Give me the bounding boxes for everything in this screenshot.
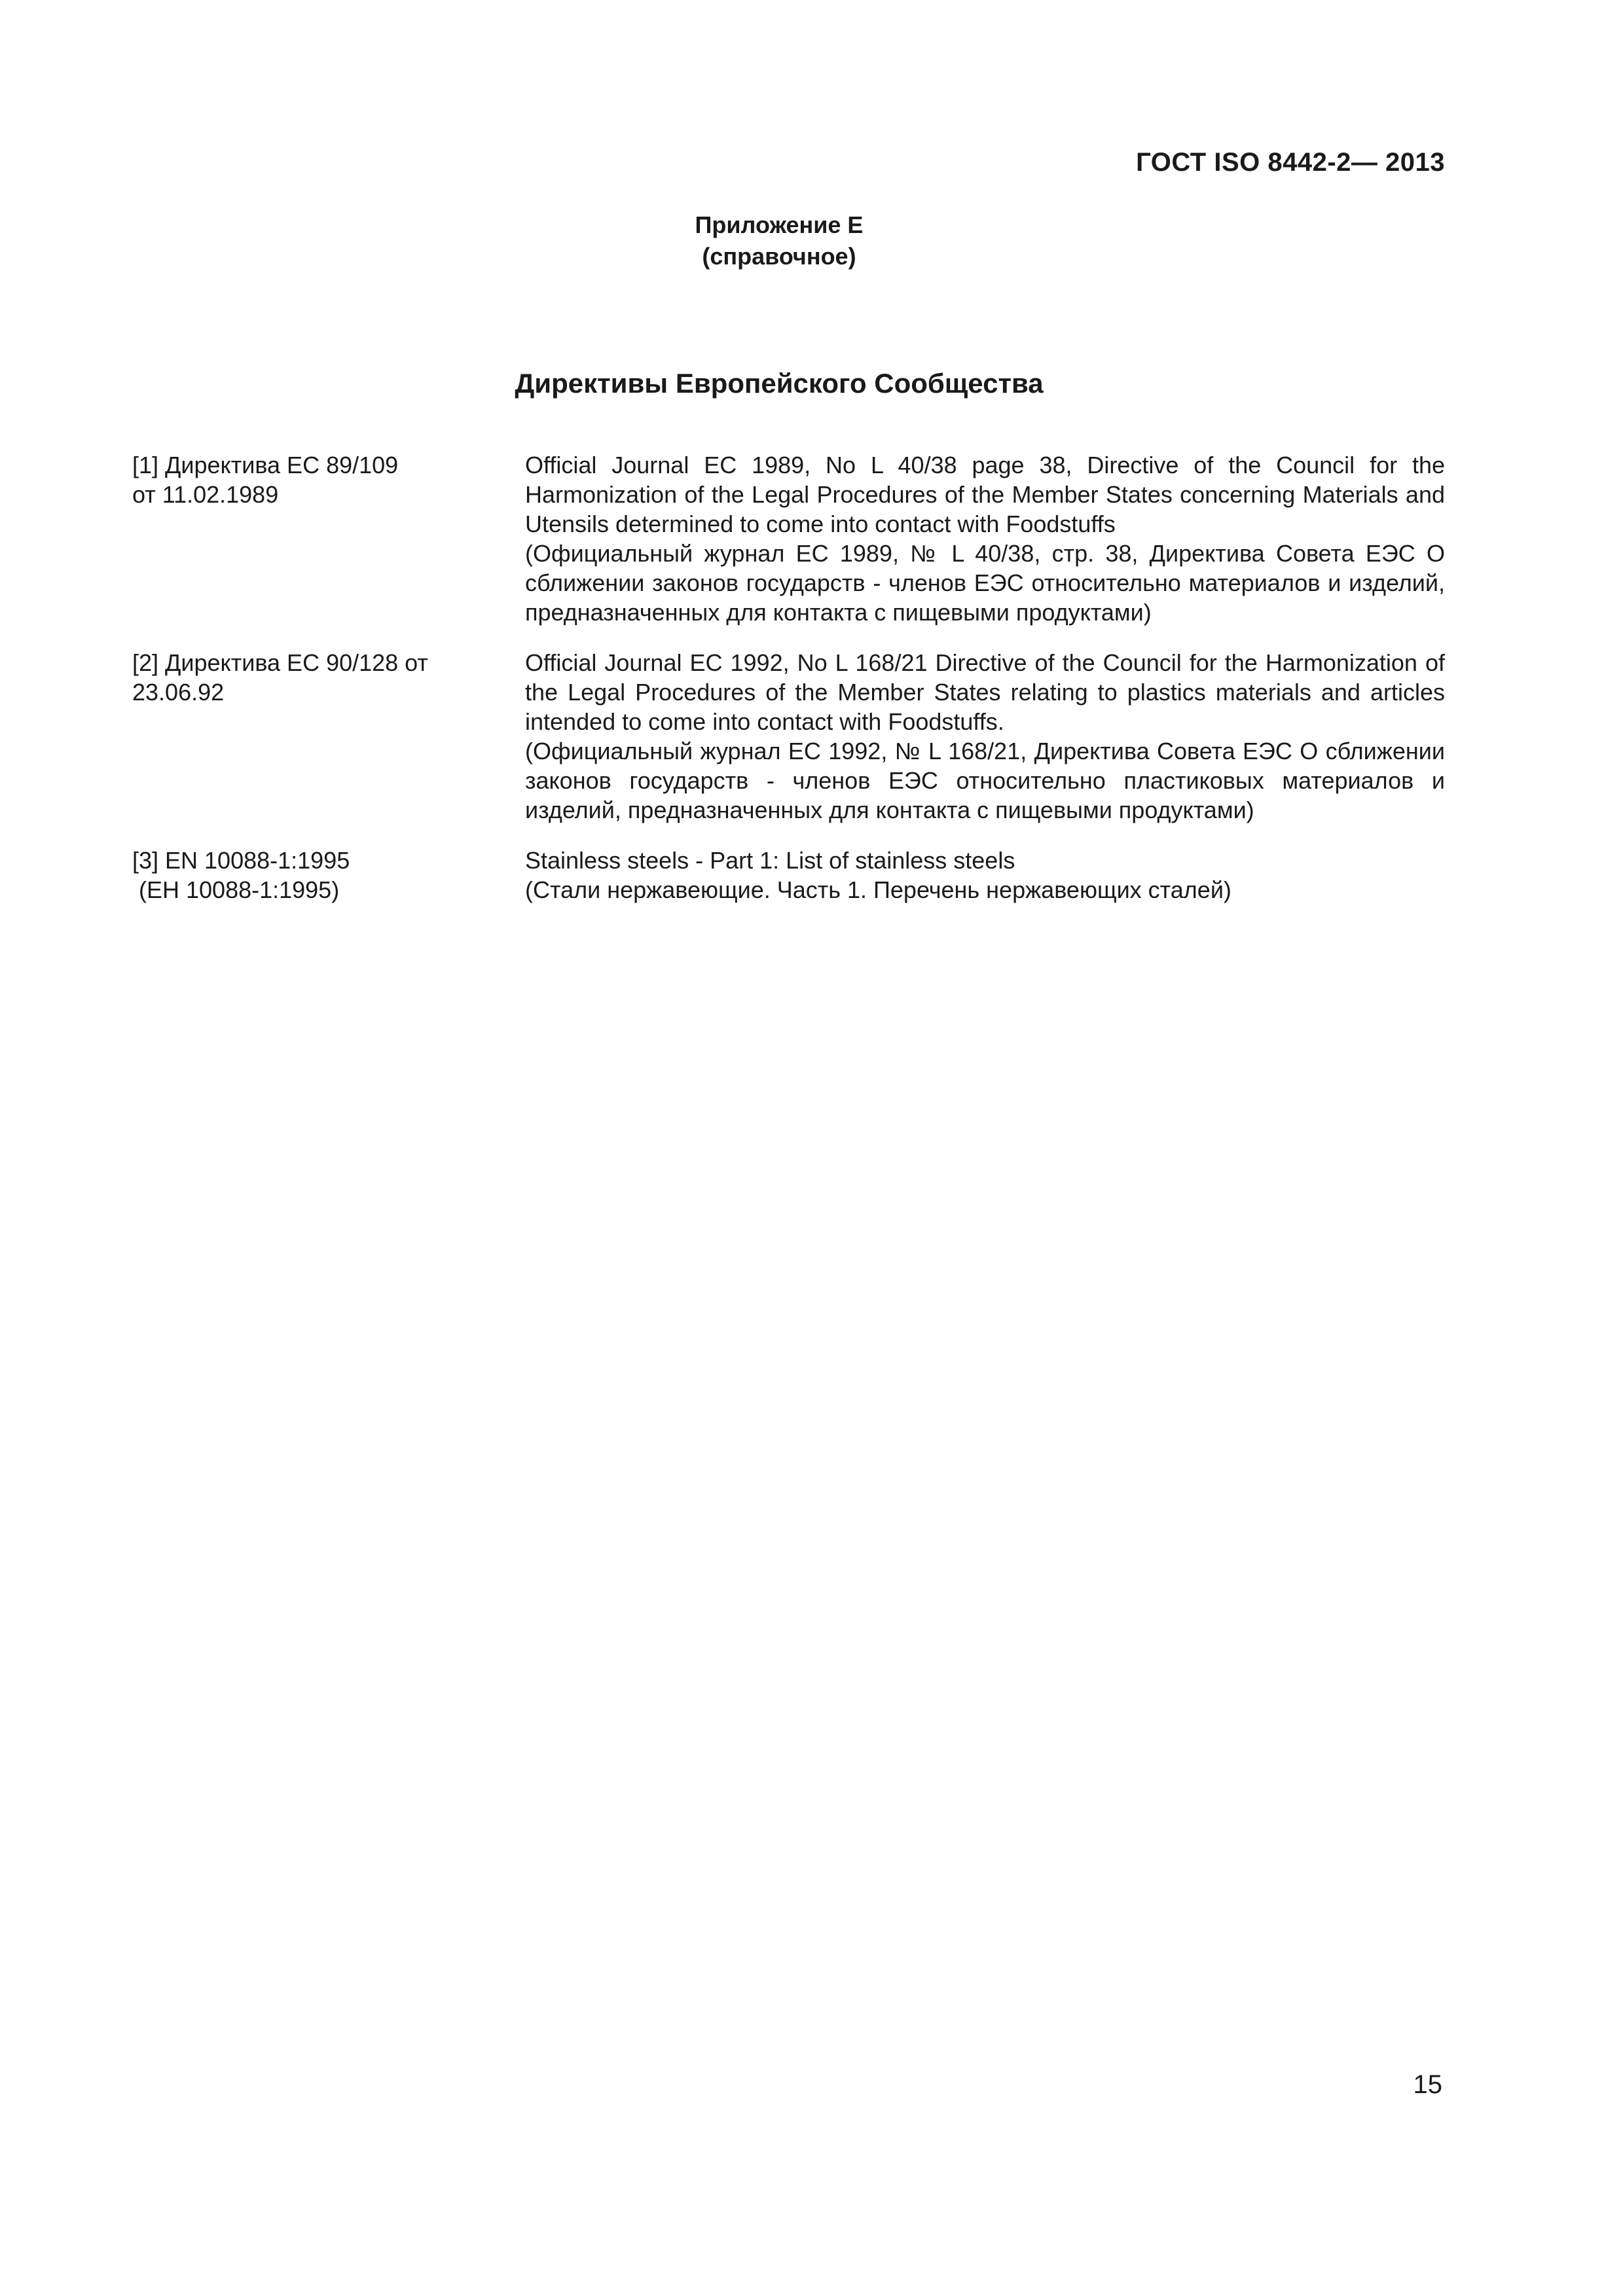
reference-label [132, 648, 499, 707]
reference-label-line: 23.06.92 [132, 679, 225, 706]
reference-description [525, 648, 1445, 825]
reference-label-line: [1] Директива ЕС 89/109 [132, 452, 399, 478]
annex-heading [655, 209, 903, 272]
page-number: 15 [1413, 2070, 1442, 2099]
reference-description [525, 846, 1445, 905]
reference-label-line: [2] Директива ЕС 90/128 от [132, 649, 428, 676]
reference-label [132, 450, 499, 509]
reference-list [132, 450, 1445, 925]
reference-label-line: [3] EN 10088-1:1995 [132, 847, 350, 874]
reference-label-line: (ЕН 10088-1:1995) [132, 876, 340, 903]
reference-item [132, 846, 1445, 905]
reference-item [132, 450, 1445, 627]
document-header: ГОСТ ISO 8442-2— 2013 [1136, 148, 1445, 177]
reference-text-en: Official Journal EC 1989, No L 40/38 page 38, Directive of the Council for the Harmonization of the Legal Procedures of the Member States concerning Materials and Utensils determined to come into contact with Foodstuffs [525, 452, 1445, 537]
reference-text-en: Stainless steels - Part 1: List of stainless steels [525, 847, 1015, 874]
reference-description [525, 450, 1445, 627]
section-title: Директивы Европейского Сообщества [515, 368, 1044, 399]
reference-text-ru: (Официальный журнал ЕС 1989, № L 40/38, стр. 38, Директива Совета ЕЭС О сближении законов государств - членов ЕЭС относительно материалов и изделий, предназначенных для контакта с пищевыми продуктами) [525, 540, 1445, 626]
reference-text-en: Official Journal EC 1992, No L 168/21 Directive of the Council for the Harmonization of the Legal Procedures of the Member States relating to plastics materials and articles intended to come into contact with Foodstuffs. [525, 649, 1445, 735]
reference-text-ru: (Стали нержавеющие. Часть 1. Перечень нержавеющих сталей) [525, 876, 1231, 903]
annex-title: Приложение Е [695, 211, 864, 238]
reference-label-line: от 11.02.1989 [132, 481, 279, 508]
reference-label [132, 846, 499, 905]
reference-item [132, 648, 1445, 825]
annex-status: (справочное) [702, 243, 856, 270]
reference-text-ru: (Официальный журнал ЕС 1992, № L 168/21, Директива Совета ЕЭС О сближении законов государств - членов ЕЭС относительно пластиковых материалов и изделий, предназначенных для контакта с пищевыми продуктами) [525, 738, 1445, 823]
